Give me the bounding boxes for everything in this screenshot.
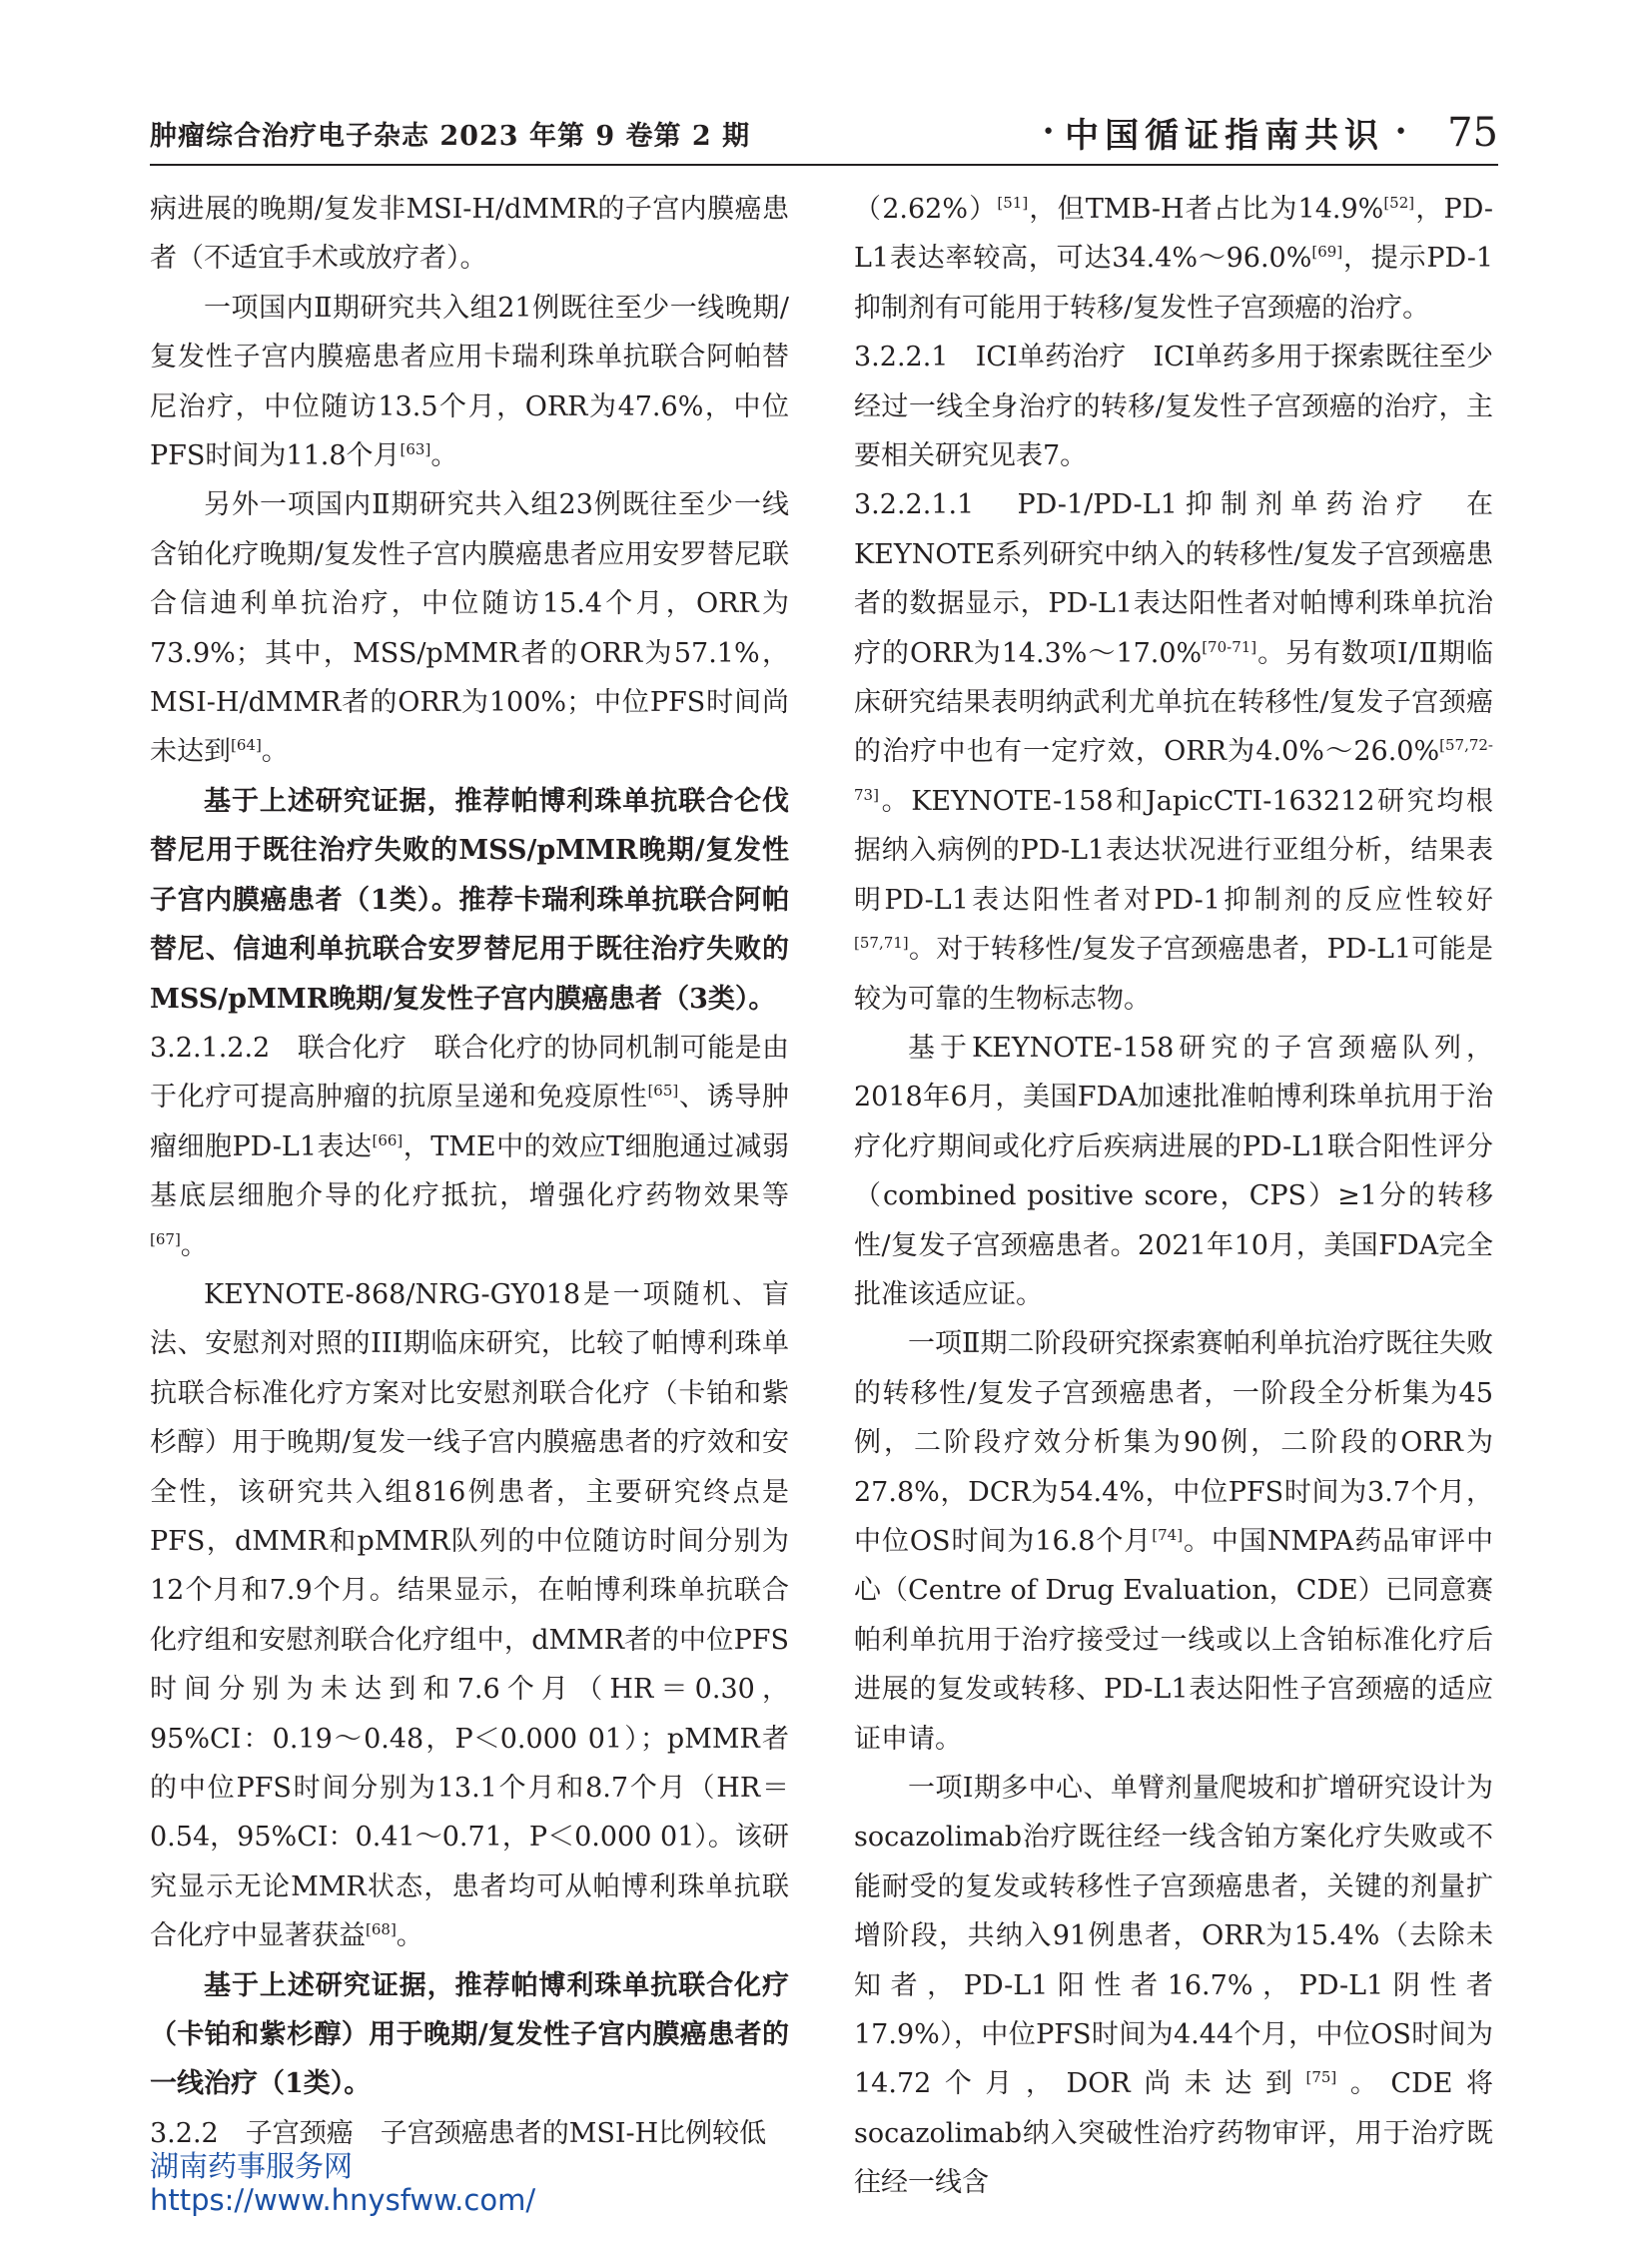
citation[interactable]: [68] [366, 1920, 397, 1939]
paragraph: 一项Ⅰ期多中心、单臂剂量爬坡和扩增研究设计为socazolimab治疗既往经一线含铂方案化疗失败或不能耐受的复发或转移性子宫颈癌患者，关键的剂量扩增阶段，共纳入91例患者，ORR为15.4%（去除未知者，PD-L1阳性者16.7%，PD-L1阴性者17.9%），中位PFS时间为4.44个月，中位OS时间为14.72个月，DOR尚未达到[75]。CDE将socazolimab纳入突破性治疗药物审评，用于治疗既往经一线含 [854, 1773, 1493, 2199]
paragraph: 一项Ⅱ期二阶段研究探索赛帕利单抗治疗既往失败的转移性/复发子宫颈癌患者，一阶段全分析集为45例，二阶段疗效分析集为90例，二阶段的ORR为27.8%，DCR为54.4%，中位PFS时间为3.7个月，中位OS时间为16.8个月[74]。中国NMPA药品审评中心（Centre of Drug Evaluation，CDE）已同意赛帕利单抗用于治疗接受过一线或以上含铂标准化疗后进展的复发或转移、PD-L1表达阳性子宫颈癌的适应证申请。 [854, 1328, 1493, 1755]
citation[interactable]: [51] [997, 194, 1029, 212]
citation[interactable]: [70-71] [1202, 637, 1257, 656]
section-title: 中国循证指南共识 [1065, 116, 1385, 156]
citation[interactable]: [75] [1305, 2068, 1337, 2087]
paragraph: （2.62%）[51]，但TMB-H者占比为14.9%[52]，PD-L1表达率较高，可达34.4%～96.0%[69]，提示PD-1抑制剂有可能用于转移/复发性子宫颈癌的治疗。 [854, 194, 1493, 324]
bullet-icon: • [1042, 120, 1056, 145]
recommendation-paragraph: 基于上述研究证据，推荐帕博利珠单抗联合仑伐替尼用于既往治疗失败的MSS/pMMR晚期/复发性子宫内膜癌患者（1类）。推荐卡瑞利珠单抗联合阿帕替尼、信迪利单抗联合安罗替尼用于既往治疗失败的MSS/pMMR晚期/复发性子宫内膜癌患者（3类）。 [150, 785, 789, 1015]
citation[interactable]: [69] [1311, 243, 1343, 262]
citation[interactable]: [57,71] [854, 934, 909, 953]
citation[interactable]: [64] [231, 736, 262, 755]
site-url-link[interactable]: https://www.hnysfww.com/ [150, 2183, 536, 2217]
paragraph: 一项国内Ⅱ期研究共入组21例既往至少一线晚期/复发性子宫内膜癌患者应用卡瑞利珠单抗联合阿帕替尼治疗，中位随访13.5个月，ORR为47.6%，中位PFS时间为11.8个月[63]。 [150, 292, 789, 472]
footer-watermark [150, 2149, 535, 2217]
citation[interactable]: [57,72-73] [854, 736, 1493, 804]
section-heading-paragraph: 3.2.1.2.2 联合化疗 联合化疗的协同机制可能是由于化疗可提高肿瘤的抗原呈递和免疫原性[65]、诱导肿瘤细胞PD-L1表达[66]，TME中的效应T细胞通过减弱基底层细胞介导的化疗抵抗，增强化疗药物效果等[67]。 [150, 1032, 790, 1261]
section-heading-paragraph: 3.2.2 子宫颈癌 子宫颈癌患者的MSI-H比例较低 [150, 2117, 767, 2149]
right-column [854, 185, 1493, 2208]
paragraph: 病进展的晚期/复发非MSI-H/dMMR的子宫内膜癌患者（不适宜手术或放疗者）。 [150, 194, 789, 275]
citation[interactable]: [65] [647, 1082, 679, 1101]
paragraph: 基于KEYNOTE-158研究的子宫颈癌队列，2018年6月，美国FDA加速批准帕博利珠单抗用于治疗化疗期间或化疗后疾病进展的PD-L1联合阳性评分（combined positive score，CPS）≥1分的转移性/复发子宫颈癌患者。2021年10月，美国FDA完全批准该适应证。 [854, 1032, 1493, 1310]
section-heading-paragraph: 3.2.2.1.1 PD-1/PD-L1抑制剂单药治疗 在KEYNOTE系列研究中纳入的转移性/复发子宫颈癌患者的数据显示，PD-L1表达阳性者对帕博利珠单抗治疗的ORR为14.3%～17.0%[70-71]。另有数项Ⅰ/Ⅱ期临床研究结果表明纳武利尤单抗在转移性/复发子宫颈癌的治疗中也有一定疗效，ORR为4.0%～26.0%[57,72-73]。KEYNOTE-158和JapicCTI-163212研究均根据纳入病例的PD-L1表达状况进行亚组分析，结果表明PD-L1表达阳性者对PD-1抑制剂的反应性较好[57,71]。对于转移性/复发子宫颈癌患者，PD-L1可能是较为可靠的生物标志物。 [854, 489, 1493, 1015]
citation[interactable]: [74] [1152, 1525, 1184, 1544]
citation[interactable]: [63] [400, 440, 431, 459]
left-column [150, 185, 789, 2158]
paragraph: 另外一项国内Ⅱ期研究共入组23例既往至少一线含铂化疗晚期/复发性子宫内膜癌患者应用安罗替尼联合信迪利单抗治疗，中位随访15.4个月，ORR为73.9%；其中，MSS/pMMR者的ORR为57.1%，MSI-H/dMMR者的ORR为100%；中位PFS时间尚未达到[64]。 [150, 489, 789, 768]
bullet-icon: • [1394, 120, 1408, 145]
citation[interactable]: [52] [1383, 194, 1415, 212]
paragraph: KEYNOTE-868/NRG-GY018是一项随机、盲法、安慰剂对照的III期临床研究，比较了帕博利珠单抗联合标准化疗方案对比安慰剂联合化疗（卡铂和紫杉醇）用于晚期/复发一线子宫内膜癌患者的疗效和安全性，该研究共入组816例患者，主要研究终点是PFS，dMMR和pMMR队列的中位随访时间分别为12个月和7.9个月。结果显示，在帕博利珠单抗联合化疗组和安慰剂联合化疗组中，dMMR者的中位PFS时间分别为未达到和7.6个月（HR＝0.30，95%CI：0.19～0.48，P＜0.000 01）；pMMR者的中位PFS时间分别为13.1个月和8.7个月（HR＝0.54，95%CI：0.41～0.71，P＜0.000 01）。该研究显示无论MMR状态，患者均可从帕博利珠单抗联合化疗中显著获益[68]。 [150, 1278, 789, 1952]
citation[interactable]: [67] [150, 1229, 181, 1248]
section-heading-paragraph: 3.2.2.1 ICI单药治疗 ICI单药多用于探索既往至少经过一线全身治疗的转移/复发性子宫颈癌的治疗，主要相关研究见表7。 [854, 342, 1493, 472]
section-header [1032, 108, 1498, 157]
page-number: 75 [1447, 109, 1498, 156]
recommendation-paragraph: 基于上述研究证据，推荐帕博利珠单抗联合化疗（卡铂和紫杉醇）用于晚期/复发性子宫内膜癌患者的一线治疗（1类）。 [150, 1969, 789, 2100]
page-header [150, 108, 1498, 166]
citation[interactable]: [66] [372, 1130, 404, 1149]
journal-title: 肿瘤综合治疗电子杂志 2023 年第 9 卷第 2 期 [150, 121, 751, 152]
site-name: 湖南药事服务网 [150, 2149, 354, 2183]
